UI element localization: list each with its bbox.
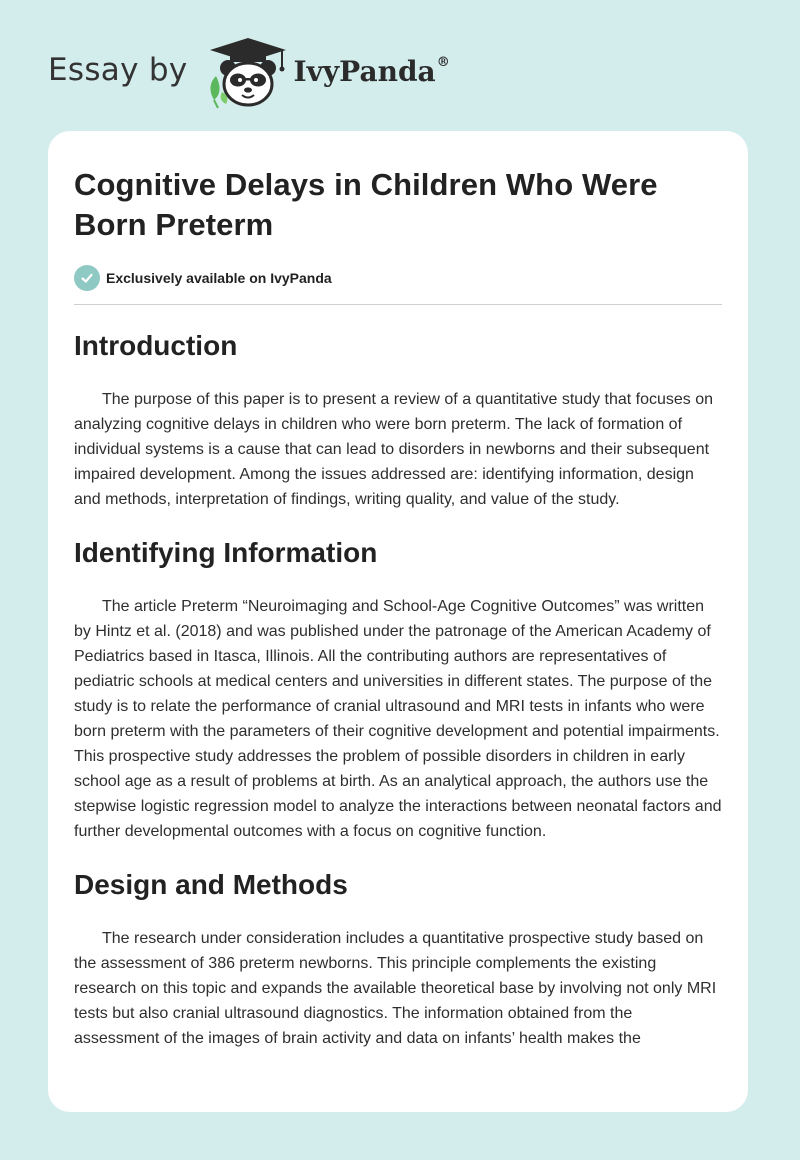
section-identifying-information [74, 536, 722, 844]
section-design-and-methods [74, 868, 722, 1051]
section-paragraph: The purpose of this paper is to present a review of a quantitative study that focuses on analyzing cognitive delays in children who were born preterm. The lack of formation of individual systems is a cause that can lead to disorders in newborns and their subsequent impaired development. Among the issues addressed are: identifying information, design and methods, interpretation of findings, writing quality, and value of the study. [74, 391, 714, 508]
divider [74, 304, 722, 305]
section-heading: Design and Methods [74, 869, 348, 900]
page-title: Cognitive Delays in Children Who Were Born Preterm [74, 167, 658, 242]
brand-prefix: Essay by [48, 52, 188, 88]
check-icon [74, 265, 100, 291]
registered-mark: ® [436, 54, 450, 70]
brand-name [294, 55, 450, 88]
panda-logo-icon [202, 34, 294, 110]
brand-header[interactable] [48, 34, 450, 110]
section-heading: Identifying Information [74, 537, 378, 568]
section-heading: Introduction [74, 330, 238, 361]
exclusive-badge [74, 265, 722, 291]
section-paragraph: The research under consideration includes a quantitative prospective study based on the assessment of 386 preterm newborns. This principle complements the existing research on this topic and expands the available theoretical base by involving not only MRI tests but also cranial ultrasound diagnostics. The information obtained from the assessment of the images of brain activity and data on infants’ health makes the [74, 930, 717, 1047]
section-paragraph: The article Preterm “Neuroimaging and School-Age Cognitive Outcomes” was written by Hintz et al. (2018) and was published under the patronage of the American Academy of Pediatrics based in Itasca, Illinois. All the contributing authors are representatives of pediatric schools at medical centers and universities in different states. The purpose of the study is to relate the performance of cranial ultrasound and MRI tests in infants who were born preterm with the parameters of their cognitive development and potential impairments. This prospective study addresses the problem of possible disorders in children in early school age as a result of problems at birth. As an analytical approach, the authors use the stepwise logistic regression model to analyze the interactions between neonatal factors and further developmental outcomes with a focus on cognitive function. [74, 598, 722, 840]
essay-card [48, 131, 748, 1112]
brand-name-text: IvyPanda [293, 54, 436, 88]
badge-text: Exclusively available on IvyPanda [106, 270, 332, 286]
section-introduction [74, 329, 722, 512]
